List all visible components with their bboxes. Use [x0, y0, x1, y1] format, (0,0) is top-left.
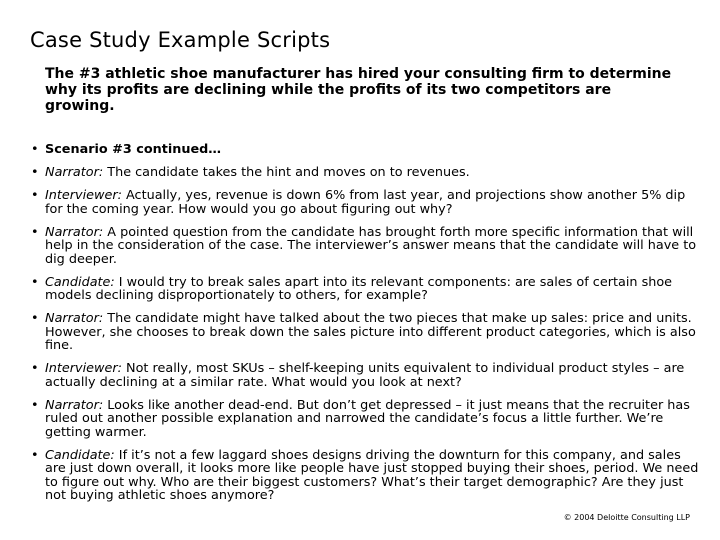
bullet-speaker: Narrator:	[45, 311, 104, 326]
copyright-notice: © 2004 Deloitte Consulting LLP	[563, 513, 690, 522]
bullet-dot: •	[31, 274, 39, 290]
bullet-dot: •	[31, 311, 39, 326]
bullet-dot: •	[31, 165, 39, 180]
bullet-dot: •	[31, 224, 39, 240]
slide-title: Case Study Example Scripts	[30, 28, 331, 52]
bullet-item	[29, 143, 704, 157]
bullet-text: Looks like another dead-end. But don’t get depressed – it just means that the recruiter has ruled out another possible explanation and narrowed the candidate’s focus a little further. We’re getting warmer.	[45, 397, 690, 440]
bullet-speaker: Candidate:	[45, 447, 115, 463]
bullet-text: I would try to break sales apart into its relevant components: are sales of certain shoe models declining disproportionately to others, for example?	[45, 274, 673, 303]
bullet-item	[29, 449, 704, 503]
bullet-dot: •	[31, 397, 39, 413]
bullet-text: If it’s not a few laggard shoes designs driving the downturn for this company, and sales are just down overall, it looks more like people have just stopped buying their shoes, period. We need to figure out why. Who are their biggest customers? What’s their target demographic? Are they just not buying athletic shoes anymore?	[45, 447, 699, 503]
bullet-speaker: Narrator:	[45, 397, 104, 413]
bullet-item	[29, 226, 704, 267]
bullet-text: Scenario #3 continued…	[45, 142, 222, 157]
bullet-speaker: Interviewer:	[45, 188, 122, 203]
bullet-text: Not really, most SKUs – shelf-keeping units equivalent to individual product styles – are actually declining at a similar rate. What would you look at next?	[45, 361, 685, 390]
bullet-item	[29, 189, 704, 216]
bullet-speaker: Interviewer:	[45, 361, 122, 376]
bullet-dot: •	[31, 142, 39, 157]
bullet-speaker: Narrator:	[45, 224, 104, 240]
bullet-item	[29, 166, 704, 180]
bullet-speaker: Narrator:	[45, 165, 104, 180]
bullet-list	[29, 143, 704, 512]
bullet-item	[29, 362, 704, 389]
bullet-speaker: Candidate:	[45, 274, 115, 290]
bullet-dot: •	[31, 188, 39, 203]
bullet-text: Actually, yes, revenue is down 6% from last year, and projections show another 5% dip for the coming year. How would you go about figuring out why?	[45, 188, 686, 217]
bullet-dot: •	[31, 361, 39, 376]
bullet-item	[29, 276, 704, 303]
bullet-text: The candidate takes the hint and moves on to revenues.	[103, 165, 470, 180]
bullet-item	[29, 399, 704, 440]
bullet-text: The candidate might have talked about the two pieces that make up sales: price and units. However, she chooses to break down the sales picture into different product categories, which is also fine.	[45, 311, 696, 353]
bullet-text: A pointed question from the candidate has brought forth more specific information that will help in the consideration of the case. The interviewer’s answer means that the candidate will have to dig deeper.	[45, 224, 697, 267]
bullet-dot: •	[31, 447, 39, 463]
intro-paragraph: The #3 athletic shoe manufacturer has hired your consulting firm to determine why its profits are declining while the profits of its two competitors are growing.	[45, 66, 672, 114]
bullet-item	[29, 312, 704, 353]
